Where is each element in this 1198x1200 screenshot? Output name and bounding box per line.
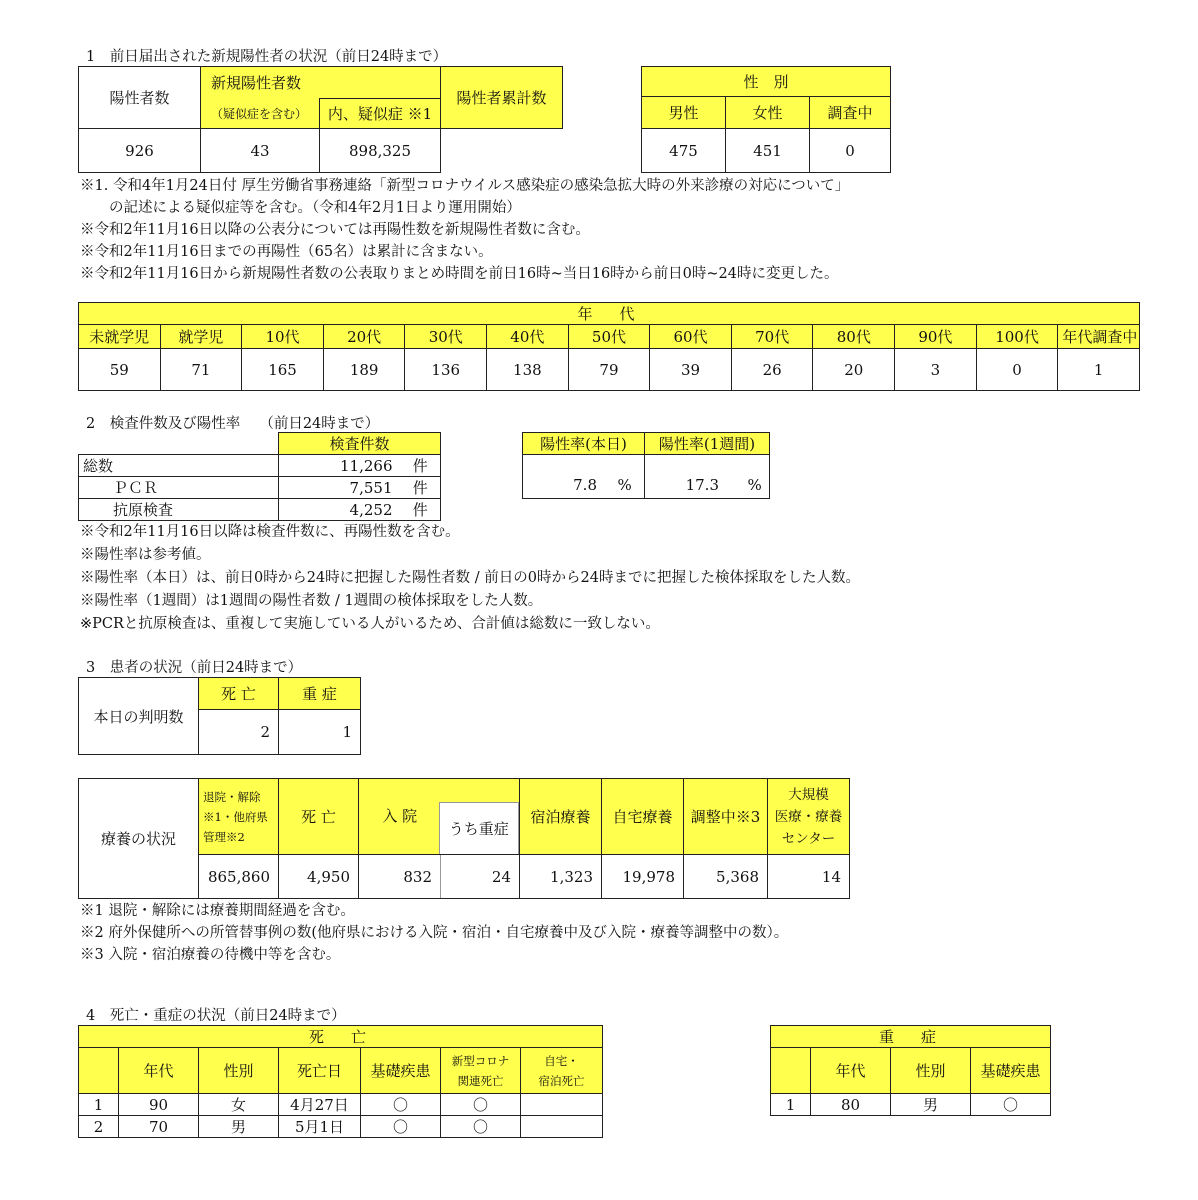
underlying-condition-cell: 〇 xyxy=(361,1116,441,1138)
age-header: 90代 xyxy=(895,325,977,349)
today-findings-table xyxy=(78,677,361,755)
age-header: 年代 xyxy=(119,1048,199,1094)
covid-related-header-line: 新型コロナ xyxy=(451,1053,510,1068)
hotel-header: 宿泊療養 xyxy=(520,779,602,855)
investigating-header: 調査中 xyxy=(810,97,891,129)
test-row-unit: 件 xyxy=(401,477,441,499)
hospitalized-severe-value: 24 xyxy=(441,855,520,899)
table-row xyxy=(79,1116,603,1138)
home-hotel-death-header xyxy=(521,1048,603,1094)
male-value: 475 xyxy=(642,129,726,173)
hotel-value: 1,323 xyxy=(520,855,602,899)
death-date-cell: 5月1日 xyxy=(279,1116,361,1138)
section-1-notes xyxy=(80,175,849,285)
severe-title: 重 症 xyxy=(771,1026,1051,1048)
death-date-cell: 4月27日 xyxy=(279,1094,361,1116)
row-number: 1 xyxy=(771,1094,811,1116)
age-value: 0 xyxy=(976,349,1058,391)
home-header: 自宅療養 xyxy=(602,779,684,855)
discharge-value: 865,860 xyxy=(199,855,279,899)
age-value: 20 xyxy=(813,349,895,391)
note: ※2 府外保健所への所管替事例の数(他府県における入院・宿泊・自宅療養中及び入院・療養等調整中の数）。 xyxy=(80,925,789,941)
note: ※令和2年11月16日以降の公表分については再陽性数を新規陽性者数に含む。 xyxy=(80,222,590,238)
sex-cell: 男 xyxy=(891,1094,971,1116)
age-value: 136 xyxy=(405,349,487,391)
cumulative-header: 陽性者累計数 xyxy=(441,67,563,129)
death-header: 死 亡 xyxy=(199,678,279,710)
age-header: 60代 xyxy=(650,325,732,349)
discharge-header-line: ※1・他府県 xyxy=(203,809,268,824)
row-number: 1 xyxy=(79,1094,119,1116)
large-scale-center-header xyxy=(768,779,850,855)
male-header: 男性 xyxy=(642,97,726,129)
rate-day-header: 陽性率(本日) xyxy=(523,433,645,455)
rate-week-cell xyxy=(645,455,770,499)
age-header: 70代 xyxy=(731,325,813,349)
covid-related-header-line: 関連死亡 xyxy=(457,1073,504,1088)
percent-sign: % xyxy=(747,476,762,494)
age-header: 50代 xyxy=(568,325,650,349)
sex-header: 性別 xyxy=(199,1048,279,1094)
row-number: 2 xyxy=(79,1116,119,1138)
age-cell: 70 xyxy=(119,1116,199,1138)
age-header: 未就学児 xyxy=(79,325,161,349)
severe-value: 1 xyxy=(279,710,361,755)
age-value: 71 xyxy=(160,349,242,391)
home-hotel-death-header-line: 自宅・ xyxy=(544,1053,579,1068)
large-scale-center-header-line: センター xyxy=(781,830,836,847)
deaths-title: 死 亡 xyxy=(79,1026,603,1048)
new-positive-value: 926 xyxy=(79,129,201,173)
covid-related-cell: 〇 xyxy=(441,1116,521,1138)
rate-week-value: 17.3 xyxy=(685,476,719,494)
table-row xyxy=(79,1094,603,1116)
rate-day-cell xyxy=(523,455,645,499)
death-date-header: 死亡日 xyxy=(279,1048,361,1094)
discharge-header-line: 退院・解除 xyxy=(203,789,261,804)
age-value: 1 xyxy=(1058,349,1140,391)
note: ※PCRと抗原検査は、重複して実施している人がいるため、合計値は総数に一致しない。 xyxy=(80,616,660,632)
death-value: 4,950 xyxy=(279,855,359,899)
rate-day-value: 7.8 xyxy=(573,476,597,494)
sex-cell: 男 xyxy=(199,1116,279,1138)
section-4-heading: 4 死亡・重症の状況（前日24時まで） xyxy=(86,1008,346,1024)
large-scale-center-header-line: 医療・療養 xyxy=(774,808,843,825)
note: ※令和2年11月16日から新規陽性者数の公表取りまとめ時間を前日16時~当日16時から前日0時~24時に変更した。 xyxy=(80,266,839,282)
suspected-value: 43 xyxy=(201,129,320,173)
adjusting-value: 5,368 xyxy=(684,855,768,899)
test-row-value: 7,551 xyxy=(279,477,401,499)
discharge-header xyxy=(199,779,279,855)
hospitalized-value: 832 xyxy=(359,855,441,899)
section-1-heading: 1 前日届出された新規陽性者の状況（前日24時まで） xyxy=(86,49,448,65)
age-header: 年代 xyxy=(811,1048,891,1094)
care-status-label: 療養の状況 xyxy=(79,779,199,899)
note: の記述による疑似症等を含む。（令和4年2月1日より運用開始） xyxy=(80,200,521,216)
note: ※1 退院・解除には療養期間経過を含む。 xyxy=(80,903,355,919)
death-header: 死 亡 xyxy=(279,779,359,855)
section-3-heading: 3 患者の状況（前日24時まで） xyxy=(86,660,303,676)
female-value: 451 xyxy=(726,129,810,173)
section-2-notes xyxy=(80,521,860,636)
age-header: 20代 xyxy=(323,325,405,349)
note: ※令和2年11月16日までの再陽性（65名）は累計に含まない。 xyxy=(80,244,493,260)
age-header: 40代 xyxy=(487,325,569,349)
hospitalized-severe-header: うち重症 xyxy=(439,802,520,854)
note: ※陽性率は参考値。 xyxy=(80,547,211,563)
age-value: 189 xyxy=(323,349,405,391)
age-cell: 90 xyxy=(119,1094,199,1116)
test-count-table xyxy=(78,432,441,521)
care-status-table xyxy=(78,778,850,899)
test-row-label: 抗原検査 xyxy=(79,499,279,521)
age-header: 10代 xyxy=(242,325,324,349)
gender-title: 性 別 xyxy=(642,67,891,97)
note: ※1. 令和4年1月24日付 厚生労働省事務連絡「新型コロナウイルス感染症の感染急拡大時の外来診療の対応について」 xyxy=(80,178,850,194)
test-row-value: 11,266 xyxy=(279,455,401,477)
test-row-label: ＰＣＲ xyxy=(79,477,279,499)
severe-cases-table xyxy=(770,1025,1051,1116)
deaths-table xyxy=(78,1025,603,1138)
rate-week-header: 陽性率(1週間) xyxy=(645,433,770,455)
age-value: 138 xyxy=(487,349,569,391)
home-hotel-death-header-line: 宿泊死亡 xyxy=(538,1073,585,1088)
hospitalized-severe-header-cell xyxy=(441,779,520,855)
new-positive-table xyxy=(78,66,563,173)
test-row-unit: 件 xyxy=(401,455,441,477)
section-2-heading: 2 検査件数及び陽性率 （前日24時まで） xyxy=(86,416,380,432)
new-positive-subheader: （疑似症を含む） xyxy=(201,99,320,129)
female-header: 女性 xyxy=(726,97,810,129)
note: ※3 入院・宿泊療養の待機中等を含む。 xyxy=(80,947,341,963)
age-header: 100代 xyxy=(976,325,1058,349)
large-scale-center-value: 14 xyxy=(768,855,850,899)
section-3-notes xyxy=(80,900,788,966)
positive-count-label: 陽性者数 xyxy=(79,67,201,129)
note: ※令和2年11月16日以降は検査件数に、再陽性数を含む。 xyxy=(80,524,460,540)
discharge-header-line: 管理※2 xyxy=(203,829,245,844)
adjusting-header: 調整中※3 xyxy=(684,779,768,855)
age-header: 30代 xyxy=(405,325,487,349)
age-title: 年 代 xyxy=(79,303,1140,325)
age-header: 就学児 xyxy=(160,325,242,349)
large-scale-center-header-line: 大規模 xyxy=(788,786,829,803)
covid-related-cell: 〇 xyxy=(441,1094,521,1116)
row-number-header xyxy=(771,1048,811,1094)
note: ※陽性率（本日）は、前日0時から24時に把握した陽性者数 / 前日の0時から24時までに把握した検体採取をした人数。 xyxy=(80,570,860,586)
suspected-header: 内、疑似症 ※1 xyxy=(320,99,441,129)
gender-table xyxy=(641,66,891,173)
age-header: 年代調査中 xyxy=(1058,325,1140,349)
today-findings-label: 本日の判明数 xyxy=(79,678,199,755)
hospitalized-header: 入 院 xyxy=(359,779,441,855)
underlying-condition-cell: 〇 xyxy=(971,1094,1051,1116)
table-row xyxy=(771,1094,1051,1116)
age-table xyxy=(78,302,1140,391)
percent-sign: % xyxy=(617,476,632,494)
age-value: 3 xyxy=(895,349,977,391)
home-hotel-death-cell xyxy=(521,1116,603,1138)
age-header: 80代 xyxy=(813,325,895,349)
age-cell: 80 xyxy=(811,1094,891,1116)
new-positive-header: 新規陽性者数 xyxy=(201,67,441,99)
age-value: 39 xyxy=(650,349,732,391)
severe-header: 重 症 xyxy=(279,678,361,710)
note: ※陽性率（1週間）は1週間の陽性者数 / 1週間の検体採取をした人数。 xyxy=(80,593,543,609)
sex-cell: 女 xyxy=(199,1094,279,1116)
age-value: 79 xyxy=(568,349,650,391)
test-row-label: 総数 xyxy=(79,455,279,477)
age-value: 59 xyxy=(79,349,161,391)
sex-header: 性別 xyxy=(891,1048,971,1094)
test-row-value: 4,252 xyxy=(279,499,401,521)
age-value: 165 xyxy=(242,349,324,391)
cumulative-value: 898,325 xyxy=(320,129,441,173)
underlying-condition-header: 基礎疾患 xyxy=(971,1048,1051,1094)
underlying-condition-cell: 〇 xyxy=(361,1094,441,1116)
positivity-rate-table xyxy=(522,432,770,499)
investigating-value: 0 xyxy=(810,129,891,173)
test-row-unit: 件 xyxy=(401,499,441,521)
covid-related-header xyxy=(441,1048,521,1094)
age-value: 26 xyxy=(731,349,813,391)
test-count-header: 検査件数 xyxy=(279,433,441,455)
home-hotel-death-cell xyxy=(521,1094,603,1116)
underlying-condition-header: 基礎疾患 xyxy=(361,1048,441,1094)
home-value: 19,978 xyxy=(602,855,684,899)
death-value: 2 xyxy=(199,710,279,755)
row-number-header xyxy=(79,1048,119,1094)
